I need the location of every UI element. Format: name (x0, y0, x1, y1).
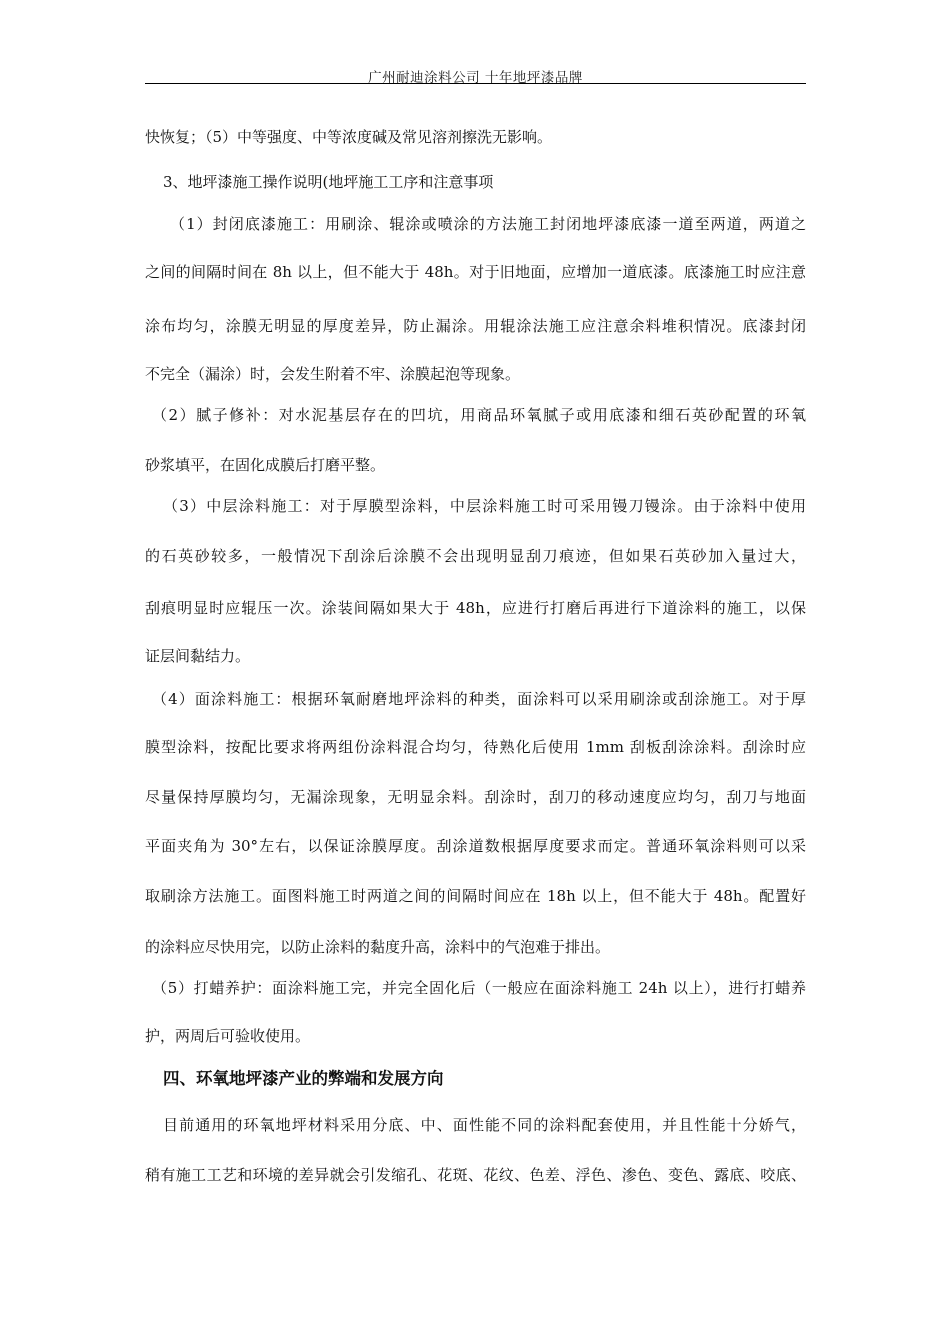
body-line: 之间的间隔时间在 8h 以上，但不能大于 48h。对于旧地面，应增加一道底漆。底漆施工时应注意 (145, 263, 806, 281)
page-header: 广州耐迪涂料公司 十年地坪漆品牌 (368, 70, 583, 86)
body-line: 取刷涂方法施工。面图料施工时两道之间的间隔时间应在 18h 以上，但不能大于 48h。配置好 (145, 887, 806, 905)
body-line: 不完全（漏涂）时，会发生附着不牢、涂膜起泡等现象。 (145, 365, 521, 383)
header-rule (145, 83, 806, 84)
body-line: 护，两周后可验收使用。 (145, 1027, 311, 1045)
body-line: 砂浆填平，在固化成膜后打磨平整。 (145, 456, 386, 474)
body-line: 的涂料应尽快用完，以防止涂料的黏度升高，涂料中的气泡难于排出。 (145, 938, 611, 956)
body-line: （3）中层涂料施工：对于厚膜型涂料，中层涂料施工时可采用镘刀镘涂。由于涂料中使用 (163, 497, 806, 515)
body-line: 目前通用的环氧地坪材料采用分底、中、面性能不同的涂料配套使用，并且性能十分娇气， (163, 1116, 806, 1134)
body-line: 刮痕明显时应辊压一次。涂装间隔如果大于 48h，应进行打磨后再进行下道涂料的施工，以保 (145, 599, 806, 617)
body-line: 稍有施工工艺和环境的差异就会引发缩孔、花斑、花纹、色差、浮色、渗色、变色、露底、咬底、 (145, 1166, 806, 1184)
body-line: 证层间黏结力。 (145, 647, 251, 665)
section-heading: 四、环氧地坪漆产业的弊端和发展方向 (163, 1069, 444, 1088)
body-line: （4）面涂料施工：根据环氧耐磨地坪涂料的种类，面涂料可以采用刷涂或刮涂施工。对于厚 (152, 690, 806, 708)
body-line: 尽量保持厚膜均匀，无漏涂现象，无明显余料。刮涂时，刮刀的移动速度应均匀，刮刀与地面 (145, 788, 806, 806)
body-line: （2）腻子修补：对水泥基层存在的凹坑，用商品环氧腻子或用底漆和细石英砂配置的环氧 (152, 406, 806, 424)
body-line: 膜型涂料，按配比要求将两组份涂料混合均匀，待熟化后使用 1mm 刮板刮涂涂料。刮涂时应 (145, 738, 806, 756)
body-line: （1）封闭底漆施工：用刷涂、辊涂或喷涂的方法施工封闭地坪漆底漆一道至两道，两道之 (170, 215, 806, 233)
body-line: 快恢复；（5）中等强度、中等浓度碱及常见溶剂擦洗无影响。 (145, 128, 553, 146)
body-line: 涂布均匀，涂膜无明显的厚度差异，防止漏涂。用辊涂法施工应注意余料堆积情况。底漆封闭 (145, 317, 806, 335)
body-line: 的石英砂较多，一般情况下刮涂后涂膜不会出现明显刮刀痕迹，但如果石英砂加入量过大， (145, 547, 806, 565)
body-line: 3、地坪漆施工操作说明(地坪施工工序和注意事项 (163, 173, 494, 191)
body-line: （5）打蜡养护：面涂料施工完，并完全固化后（一般应在面涂料施工 24h 以上），进行打蜡养 (152, 979, 806, 997)
body-line: 平面夹角为 30°左右，以保证涂膜厚度。刮涂道数根据厚度要求而定。普通环氧涂料则可以采 (145, 837, 806, 855)
